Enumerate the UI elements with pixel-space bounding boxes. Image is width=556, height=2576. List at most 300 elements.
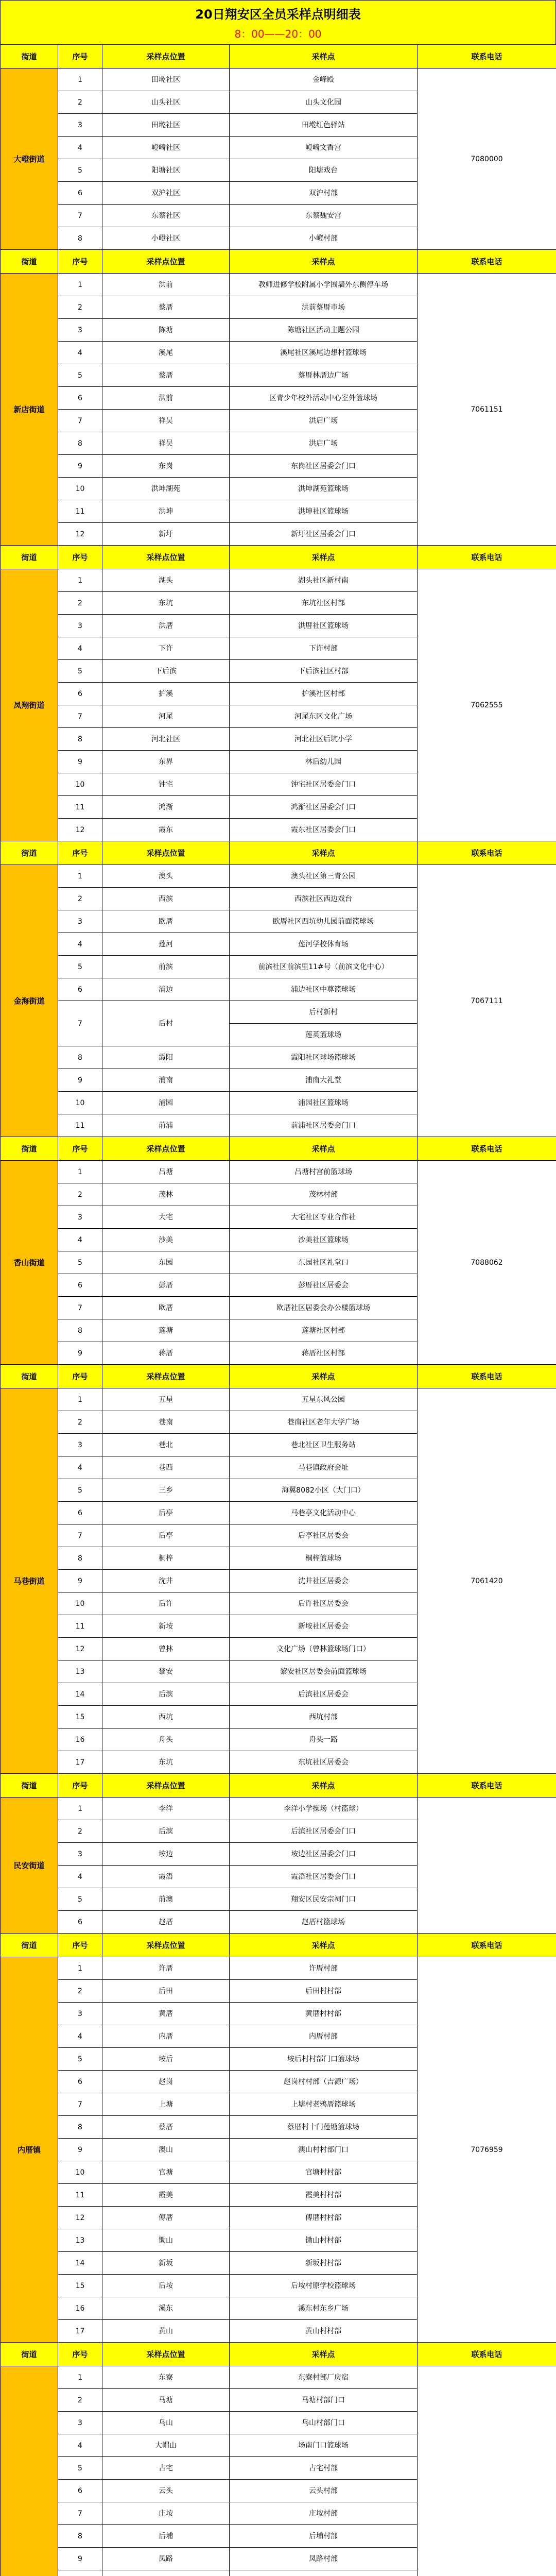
site-cell: 洪启广场: [230, 432, 418, 455]
section-header-row: [1, 1365, 556, 1388]
phone-cell: [418, 1798, 556, 1934]
column-header-street: 街道: [1, 250, 58, 274]
location-cell: 西滨: [102, 888, 230, 910]
row-number-cell: 10: [58, 773, 102, 796]
site-cell: 蒋厝社区村部: [230, 1342, 418, 1365]
location-cell: 后亭: [102, 1502, 230, 1524]
row-number-cell: 5: [58, 2457, 102, 2480]
row-number-cell: 3: [58, 319, 102, 342]
location-cell: 锄山: [102, 2229, 230, 2252]
row-number-cell: 8: [58, 728, 102, 751]
column-header-phone: 联系电话: [418, 1774, 556, 1798]
location-cell: 河北社区: [102, 728, 230, 751]
section-header-row: [1, 45, 556, 69]
site-cell: 阳塘戏台: [230, 159, 418, 182]
table-row: [1, 69, 556, 91]
column-header-site: 采样点: [230, 1137, 418, 1161]
location-cell: 山头社区: [102, 91, 230, 114]
column-header-street: 街道: [1, 546, 58, 569]
row-number-cell: 1: [58, 2366, 102, 2389]
site-cell: 沙美社区篮球场: [230, 1229, 418, 1251]
column-header-street: 街道: [1, 1934, 58, 1957]
site-cell: 前滨社区前滨里11#号（前滨文化中心）: [230, 956, 418, 978]
row-number-cell: 9: [58, 1069, 102, 1092]
location-cell: 大帽山: [102, 2434, 230, 2457]
section-header-row: [1, 841, 556, 865]
location-cell: 蔡厝: [102, 296, 230, 319]
column-header-site: 采样点: [230, 250, 418, 274]
site-cell: 锄山村村部: [230, 2229, 418, 2252]
column-header-site: 采样点: [230, 841, 418, 865]
street-cell: 凤翔街道: [1, 569, 58, 841]
row-number-cell: 14: [58, 1683, 102, 1706]
phone-cell: 7067111: [418, 865, 556, 1137]
row-number-cell: 7: [58, 1001, 102, 1046]
row-number-cell: 5: [58, 1888, 102, 1911]
row-number-cell: 15: [58, 2275, 102, 2297]
site-cell: 莲河学校体育场: [230, 933, 418, 956]
row-number-cell: 6: [58, 1911, 102, 1934]
location-cell: 嶝崎社区: [102, 137, 230, 159]
location-cell: 洪坤: [102, 500, 230, 523]
site-cell: 浦园社区篮球场: [230, 1092, 418, 1114]
site-cell: 凤路村部: [230, 2548, 418, 2570]
site-cell: 田墘红色驿站: [230, 114, 418, 137]
row-number-cell: 6: [58, 1502, 102, 1524]
location-cell: 巷西: [102, 1456, 230, 1479]
row-number-cell: 8: [58, 1046, 102, 1069]
site-cell: 黎安社区居委会前面篮球场: [230, 1660, 418, 1683]
location-cell: 河尾: [102, 705, 230, 728]
location-cell: 蒋厝: [102, 1342, 230, 1365]
location-cell: 浦南: [102, 1069, 230, 1092]
location-cell: 蔡厝: [102, 364, 230, 387]
row-number-cell: 2: [58, 1183, 102, 1206]
location-cell: 巷北: [102, 1434, 230, 1456]
table-row: [1, 1161, 556, 1183]
street-cell: 大嶝街道: [1, 69, 58, 250]
location-cell: 庄垵: [102, 2502, 230, 2525]
row-number-cell: 12: [58, 1638, 102, 1660]
site-cell: 洪前蔡厝市场: [230, 296, 418, 319]
site-cell: 金峰殿: [230, 69, 418, 91]
location-cell: 前浦: [102, 1114, 230, 1137]
site-cell: 新坂村村部: [230, 2252, 418, 2275]
row-number-cell: 1: [58, 1957, 102, 1980]
site-cell: 湖头社区新村南: [230, 569, 418, 592]
site-cell: 场南门口篮球场: [230, 2434, 418, 2457]
site-cell: 霞美村村部: [230, 2184, 418, 2207]
location-cell: 后亭: [102, 1524, 230, 1547]
location-cell: 东岗: [102, 455, 230, 478]
page-title: 20日翔安区全员采样点明细表: [195, 7, 361, 22]
location-cell: [102, 2570, 230, 2576]
street-cell: 内厝镇: [1, 1957, 58, 2343]
location-cell: 护溪: [102, 683, 230, 705]
street-cell: 金海街道: [1, 865, 58, 1137]
site-cell: 内厝村部: [230, 2025, 418, 2048]
table-row: [1, 2366, 556, 2389]
row-number-cell: 11: [58, 500, 102, 523]
location-cell: 洪前: [102, 387, 230, 410]
location-cell: 溪尾: [102, 342, 230, 364]
location-cell: 东园: [102, 1251, 230, 1274]
section-header-row: [1, 1137, 556, 1161]
location-cell: 霞东: [102, 819, 230, 841]
row-number-cell: 3: [58, 1843, 102, 1866]
site-cell: 洪启广场: [230, 410, 418, 432]
site-cell: 蔡厝林厝边广场: [230, 364, 418, 387]
site-cell: 钟宅社区居委会门口: [230, 773, 418, 796]
row-number-cell: 4: [58, 342, 102, 364]
phone-cell: 7088062: [418, 1161, 556, 1365]
location-cell: 垵后: [102, 2048, 230, 2071]
location-cell: 舟头: [102, 1728, 230, 1751]
site-cell: 洪厝社区篮球场: [230, 615, 418, 637]
location-cell: 茂林: [102, 1183, 230, 1206]
row-number-cell: 8: [58, 2116, 102, 2139]
location-cell: 莲河: [102, 933, 230, 956]
site-cell: 东园社区礼堂口: [230, 1251, 418, 1274]
row-number-cell: 10: [58, 1592, 102, 1615]
site-cell: 大宅社区专业合作社: [230, 1206, 418, 1229]
row-number-cell: 5: [58, 660, 102, 683]
site-cell: 霞阳社区球场篮球场: [230, 1046, 418, 1069]
site-cell: 后许社区居委会: [230, 1592, 418, 1615]
site-cell: 黄山村村部: [230, 2320, 418, 2343]
location-cell: 官塘: [102, 2161, 230, 2184]
site-cell: 东坑社区居委会: [230, 1751, 418, 1774]
site-cell: 西坑村部: [230, 1706, 418, 1728]
site-cell: 乌山村部门口: [230, 2412, 418, 2434]
site-cell: 舟头一路: [230, 1728, 418, 1751]
table-row: [1, 1388, 556, 1411]
column-header-street: 街道: [1, 45, 58, 69]
row-number-cell: 10: [58, 2161, 102, 2184]
location-cell: 洪厝: [102, 615, 230, 637]
column-header-site: 采样点: [230, 1774, 418, 1798]
location-cell: 黎安: [102, 1660, 230, 1683]
site-cell: 马巷亭文化活动中心: [230, 1502, 418, 1524]
site-cell: 茂林村部: [230, 1183, 418, 1206]
row-number-cell: 2: [58, 91, 102, 114]
location-cell: 下后滨: [102, 660, 230, 683]
location-cell: 溪东: [102, 2297, 230, 2320]
section-header-row: [1, 1774, 556, 1798]
site-cell: 巷北社区卫生服务站: [230, 1434, 418, 1456]
row-number-cell: 5: [58, 956, 102, 978]
row-number-cell: 17: [58, 1751, 102, 1774]
street-cell: 香山街道: [1, 1161, 58, 1365]
location-cell: 乌山: [102, 2412, 230, 2434]
location-cell: 后村: [102, 1001, 230, 1046]
location-cell: 钟宅: [102, 773, 230, 796]
location-cell: 霞阳: [102, 1046, 230, 1069]
location-cell: 霞浯: [102, 1866, 230, 1888]
row-number-cell: 5: [58, 159, 102, 182]
site-cell: 庄垵村部: [230, 2502, 418, 2525]
row-number-cell: 16: [58, 1728, 102, 1751]
row-number-cell: 7: [58, 205, 102, 227]
location-cell: 新垵: [102, 1615, 230, 1638]
location-cell: 吕塘: [102, 1161, 230, 1183]
site-cell: 沈井社区居委会: [230, 1570, 418, 1592]
row-number-cell: 11: [58, 796, 102, 819]
row-number-cell: 3: [58, 2003, 102, 2025]
row-number-cell: 3: [58, 114, 102, 137]
column-header-location: 采样点位置: [102, 1934, 230, 1957]
site-cell: 五星东风公园: [230, 1388, 418, 1411]
row-number-cell: 8: [58, 432, 102, 455]
location-cell: 下许: [102, 637, 230, 660]
location-cell: 澳头: [102, 865, 230, 888]
location-cell: 后滨: [102, 1820, 230, 1843]
column-header-location: 采样点位置: [102, 1137, 230, 1161]
location-cell: 前滨: [102, 956, 230, 978]
column-header-location: 采样点位置: [102, 841, 230, 865]
row-number-cell: 10: [58, 1092, 102, 1114]
row-number-cell: 13: [58, 1660, 102, 1683]
location-cell: 东寮: [102, 2366, 230, 2389]
title-block: [0, 0, 556, 44]
site-cell: 陈塘社区活动主题公园: [230, 319, 418, 342]
row-number-cell: 4: [58, 2025, 102, 2048]
site-cell: 垵后村村部门口篮球场: [230, 2048, 418, 2071]
location-cell: 祥吴: [102, 432, 230, 455]
phone-cell: 7076959: [418, 1957, 556, 2343]
site-cell: 小嶝村部: [230, 227, 418, 250]
location-cell: 后埔: [102, 2525, 230, 2548]
column-header-site: 采样点: [230, 2343, 418, 2366]
column-header-phone: 联系电话: [418, 1934, 556, 1957]
location-cell: 鸿渐: [102, 796, 230, 819]
row-number-cell: 8: [58, 1319, 102, 1342]
site-cell: 澳山村村部门口: [230, 2139, 418, 2161]
site-cell: 东蔡魏安宫: [230, 205, 418, 227]
location-cell: 西坑: [102, 1706, 230, 1728]
row-number-cell: 12: [58, 2207, 102, 2229]
column-header-no: 序号: [58, 1137, 102, 1161]
row-number-cell: 11: [58, 1114, 102, 1137]
row-number-cell: 2: [58, 1411, 102, 1434]
location-cell: 沈井: [102, 1570, 230, 1592]
table-body: [1, 45, 556, 2576]
row-number-cell: 1: [58, 69, 102, 91]
site-cell: 霞东社区居委会门口: [230, 819, 418, 841]
site-cell: 东岗社区居委会门口: [230, 455, 418, 478]
site-cell: 后滨社区居委会门口: [230, 1820, 418, 1843]
site-cell: 桐梓篮球场: [230, 1547, 418, 1570]
row-number-cell: 2: [58, 296, 102, 319]
location-cell: 黄厝: [102, 2003, 230, 2025]
site-cell: 垵边社区居委会门口: [230, 1843, 418, 1866]
column-header-phone: 联系电话: [418, 2343, 556, 2366]
row-number-cell: 6: [58, 387, 102, 410]
section-header-row: [1, 1934, 556, 1957]
site-cell: 欧厝社区西坑幼儿园前面篮球场: [230, 910, 418, 933]
column-header-phone: 联系电话: [418, 45, 556, 69]
location-cell: 蔡厝: [102, 2116, 230, 2139]
location-cell: 凤路: [102, 2548, 230, 2570]
site-cell: 翔安区民安宗祠门口: [230, 1888, 418, 1911]
column-header-street: 街道: [1, 2343, 58, 2366]
column-header-street: 街道: [1, 1137, 58, 1161]
column-header-no: 序号: [58, 45, 102, 69]
column-header-no: 序号: [58, 2343, 102, 2366]
column-header-no: 序号: [58, 250, 102, 274]
location-cell: 田墘社区: [102, 114, 230, 137]
location-cell: 陈塘: [102, 319, 230, 342]
row-number-cell: 1: [58, 274, 102, 296]
column-header-no: 序号: [58, 546, 102, 569]
row-number-cell: 7: [58, 2093, 102, 2116]
location-cell: 上塘: [102, 2093, 230, 2116]
location-cell: 新圩: [102, 523, 230, 546]
site-cell: 巷南社区老年大学广场: [230, 1411, 418, 1434]
street-cell: 民安街道: [1, 1798, 58, 1934]
location-cell: 双沪社区: [102, 182, 230, 205]
location-cell: 霞美: [102, 2184, 230, 2207]
location-cell: 浦边: [102, 978, 230, 1001]
row-number-cell: 4: [58, 637, 102, 660]
location-cell: 新坂: [102, 2252, 230, 2275]
row-number-cell: 6: [58, 182, 102, 205]
location-cell: 洪坤湖苑: [102, 478, 230, 500]
row-number-cell: [58, 2570, 102, 2576]
row-number-cell: 1: [58, 1161, 102, 1183]
location-cell: 欧厝: [102, 910, 230, 933]
location-cell: 洪前: [102, 274, 230, 296]
row-number-cell: 9: [58, 751, 102, 773]
column-header-site: 采样点: [230, 546, 418, 569]
row-number-cell: 4: [58, 137, 102, 159]
location-cell: 阳塘社区: [102, 159, 230, 182]
table-row: [1, 274, 556, 296]
column-header-location: 采样点位置: [102, 1774, 230, 1798]
site-cell: 东坑社区村部: [230, 592, 418, 615]
row-number-cell: 2: [58, 1820, 102, 1843]
location-cell: 许厝: [102, 1957, 230, 1980]
row-number-cell: 1: [58, 865, 102, 888]
row-number-cell: 12: [58, 819, 102, 841]
row-number-cell: 4: [58, 933, 102, 956]
site-cell: 新垵社区居委会: [230, 1615, 418, 1638]
site-cell: 区青少年校外活动中心室外篮球场: [230, 387, 418, 410]
section-header-row: [1, 250, 556, 274]
site-cell: 后田村村部: [230, 1980, 418, 2003]
column-header-no: 序号: [58, 1365, 102, 1388]
location-cell: 赵岗: [102, 2071, 230, 2093]
site-cell: 蔡厝村十门莲塘篮球场: [230, 2116, 418, 2139]
site-cell: 海翼8082小区（大门口）: [230, 1479, 418, 1502]
site-cell: 洪坤湖苑篮球场: [230, 478, 418, 500]
row-number-cell: 6: [58, 2071, 102, 2093]
section-header-row: [1, 2343, 556, 2366]
site-cell: 鸿渐社区居委会门口: [230, 796, 418, 819]
location-cell: 莲塘: [102, 1319, 230, 1342]
location-cell: 欧厝: [102, 1297, 230, 1319]
site-cell: 河北社区后坑小学: [230, 728, 418, 751]
site-cell: 黄厝村村部: [230, 2003, 418, 2025]
site-cell: 上塘村老鸦厝篮球场: [230, 2093, 418, 2116]
location-cell: 曾林: [102, 1638, 230, 1660]
location-cell: 五星: [102, 1388, 230, 1411]
location-cell: 东坑: [102, 1751, 230, 1774]
location-cell: 前澳: [102, 1888, 230, 1911]
site-cell: [230, 2570, 418, 2576]
time-range: 8：00——20：00: [234, 28, 322, 40]
column-header-location: 采样点位置: [102, 546, 230, 569]
row-number-cell: 11: [58, 2184, 102, 2207]
table-row: [1, 1957, 556, 1980]
sampling-sites-table: [0, 44, 556, 2576]
site-cell: 双沪村部: [230, 182, 418, 205]
row-number-cell: 16: [58, 2297, 102, 2320]
row-number-cell: 3: [58, 910, 102, 933]
row-number-cell: 4: [58, 2434, 102, 2457]
site-cell: 赵厝村篮球场: [230, 1911, 418, 1934]
row-number-cell: 5: [58, 1251, 102, 1274]
site-cell: 彭厝社区居委会: [230, 1274, 418, 1297]
location-cell: 古宅: [102, 2457, 230, 2480]
phone-cell: [418, 2366, 556, 2576]
column-header-phone: 联系电话: [418, 841, 556, 865]
row-number-cell: 9: [58, 1570, 102, 1592]
site-cell: 后滨社区居委会: [230, 1683, 418, 1706]
site-cell: 西滨社区西边戏台: [230, 888, 418, 910]
site-cell: 许厝村部: [230, 1957, 418, 1980]
row-number-cell: 1: [58, 1388, 102, 1411]
phone-cell: 7061420: [418, 1388, 556, 1774]
table-row: [1, 569, 556, 592]
site-cell: 吕塘村宫前篮球场: [230, 1161, 418, 1183]
row-number-cell: 9: [58, 2139, 102, 2161]
column-header-street: 街道: [1, 841, 58, 865]
location-cell: 垵边: [102, 1843, 230, 1866]
location-cell: 三乡: [102, 1479, 230, 1502]
location-cell: 后滨: [102, 1683, 230, 1706]
row-number-cell: 1: [58, 1798, 102, 1820]
row-number-cell: 6: [58, 683, 102, 705]
site-cell: 下后滨社区村部: [230, 660, 418, 683]
location-cell: 后垵: [102, 2275, 230, 2297]
section-header-row: [1, 546, 556, 569]
column-header-street: 街道: [1, 1774, 58, 1798]
site-cell: 欧厝社区居委会办公楼篮球场: [230, 1297, 418, 1319]
site-cell: 教师进修学校附属小学围墙外东侧停车场: [230, 274, 418, 296]
column-header-phone: 联系电话: [418, 1137, 556, 1161]
row-number-cell: 11: [58, 1615, 102, 1638]
site-cell: 嶝崎文香宫: [230, 137, 418, 159]
location-cell: 桐梓: [102, 1547, 230, 1570]
row-number-cell: 6: [58, 1274, 102, 1297]
column-header-site: 采样点: [230, 45, 418, 69]
row-number-cell: 4: [58, 1456, 102, 1479]
location-cell: 浦园: [102, 1092, 230, 1114]
site-cell: 傅厝村村部: [230, 2207, 418, 2229]
location-cell: 李洋: [102, 1798, 230, 1820]
site-cell: 河尾东区文化广场: [230, 705, 418, 728]
table-row: [1, 865, 556, 888]
row-number-cell: 12: [58, 523, 102, 546]
phone-cell: 7062555: [418, 569, 556, 841]
site-cell: 文化广场（曾林篮球场门口）: [230, 1638, 418, 1660]
row-number-cell: 3: [58, 1206, 102, 1229]
site-cell: 莲英篮球场: [230, 1024, 418, 1046]
row-number-cell: 17: [58, 2320, 102, 2343]
site-cell: 东寮村部厂房宿: [230, 2366, 418, 2389]
column-header-phone: 联系电话: [418, 546, 556, 569]
